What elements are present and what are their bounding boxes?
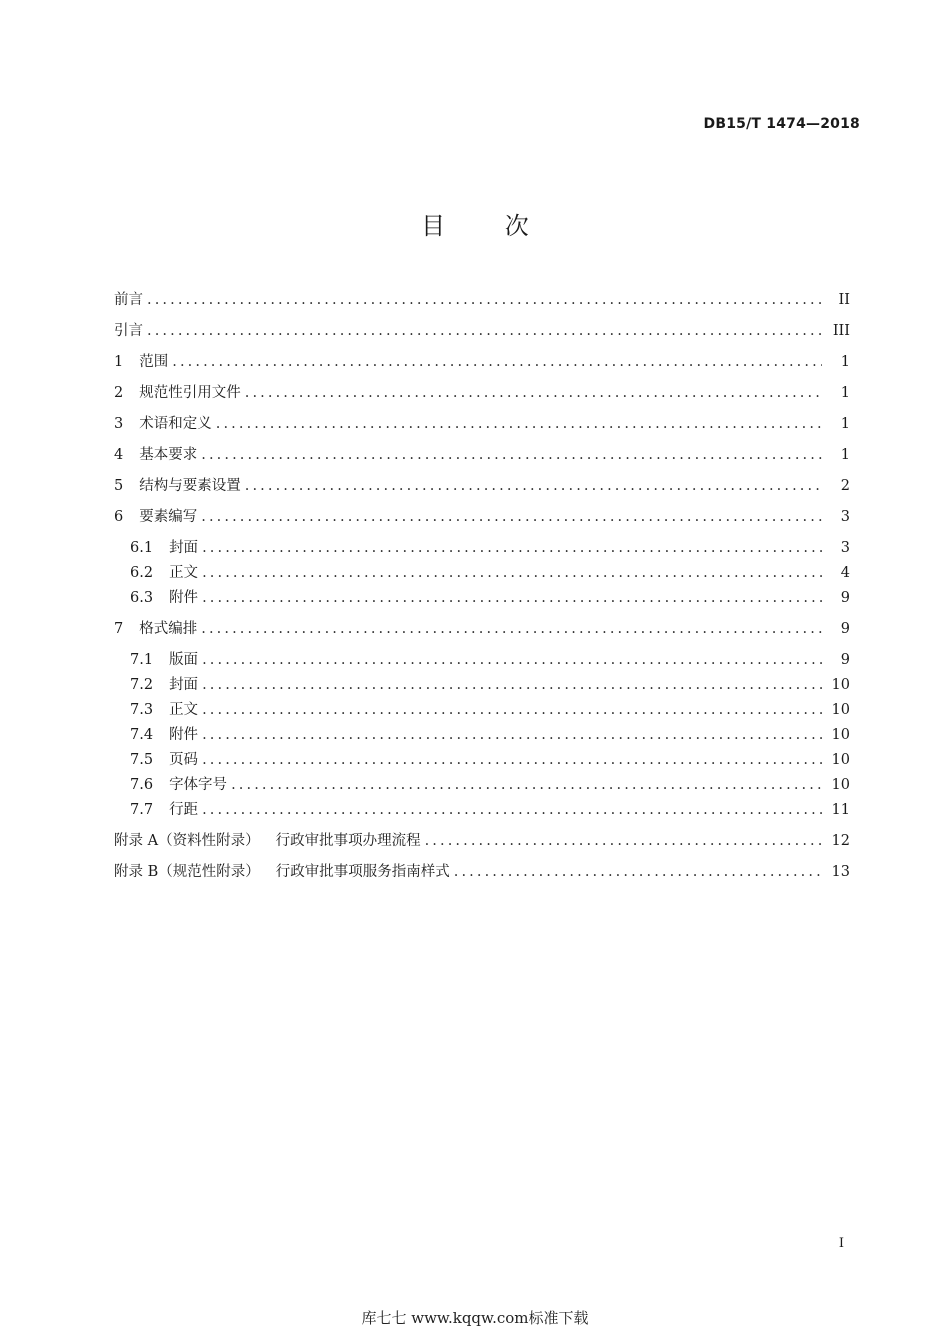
toc-entry[interactable] — [114, 381, 850, 403]
toc-leader-dots — [454, 864, 822, 880]
toc-entry-page: 1 — [840, 416, 850, 432]
toc-entry-label: 页码 — [169, 752, 199, 768]
toc-entry-label: 行政审批事项服务指南样式 — [275, 864, 450, 880]
toc-entry-number: 2 — [114, 385, 124, 401]
toc-leader-dots — [245, 385, 822, 401]
toc-entry-label: 规范性引用文件 — [139, 385, 241, 401]
toc-entry-number: 3 — [114, 416, 124, 432]
toc-entry-page: 10 — [831, 752, 850, 768]
toc-entry-page: 13 — [831, 864, 850, 880]
toc-entry-number: 7 — [114, 621, 124, 637]
toc-entry[interactable] — [114, 561, 850, 583]
toc-entry-page: 9 — [840, 621, 850, 637]
toc-entry-page: 3 — [840, 540, 850, 556]
toc-entry[interactable] — [114, 648, 850, 670]
toc-entry-label: 附件 — [169, 727, 199, 743]
toc-entry-page: 4 — [840, 565, 850, 581]
toc-entry-number: 7.2 — [130, 677, 154, 693]
toc-entry-label: 术语和定义 — [139, 416, 212, 432]
toc-entry-page: 1 — [840, 354, 850, 370]
toc-entry-page: 12 — [831, 833, 850, 849]
toc-entry[interactable] — [114, 474, 850, 496]
toc-leader-dots — [202, 752, 822, 768]
toc-entry-number: 7.7 — [130, 802, 154, 818]
toc-entry-label: 要素编写 — [139, 509, 198, 525]
toc-entry-label: 正文 — [169, 702, 199, 718]
toc-entry-page: 10 — [831, 727, 850, 743]
toc-entry[interactable] — [114, 860, 850, 882]
toc-entry-number: 6.2 — [130, 565, 154, 581]
toc-leader-dots — [202, 677, 822, 693]
toc-entry[interactable] — [114, 723, 850, 745]
toc-entry-number: 7.5 — [130, 752, 154, 768]
toc-entry[interactable] — [114, 536, 850, 558]
toc-entry-label: 结构与要素设置 — [139, 478, 241, 494]
toc-leader-dots — [202, 727, 822, 743]
toc-entry-label: 基本要求 — [139, 447, 198, 463]
toc-entry[interactable] — [114, 443, 850, 465]
toc-leader-dots — [201, 621, 822, 637]
toc-entry[interactable] — [114, 673, 850, 695]
toc-entry-number: 7.6 — [130, 777, 154, 793]
toc-entry-number: 7.3 — [130, 702, 154, 718]
toc-entry-page: 1 — [840, 385, 850, 401]
toc-entry-number: 附录 A（资料性附录） — [114, 833, 260, 849]
toc-leader-dots — [425, 833, 822, 849]
toc-leader-dots — [147, 323, 822, 339]
toc-entry[interactable] — [114, 586, 850, 608]
toc-entry-page: 3 — [840, 509, 850, 525]
toc-leader-dots — [231, 777, 822, 793]
toc-entry-label: 封面 — [169, 540, 199, 556]
toc-entry-page: 1 — [840, 447, 850, 463]
toc-leader-dots — [202, 702, 822, 718]
toc-entry-label: 版面 — [169, 652, 199, 668]
toc-entry[interactable] — [114, 798, 850, 820]
toc-entry[interactable] — [114, 748, 850, 770]
toc-entry[interactable] — [114, 319, 850, 341]
toc-leader-dots — [245, 478, 822, 494]
toc-entry[interactable] — [114, 698, 850, 720]
watermark-text: 库七七 www.kqqw.com标准下载 — [361, 1309, 589, 1327]
toc-leader-dots — [202, 590, 822, 606]
toc-entry[interactable] — [114, 773, 850, 795]
toc-leader-dots — [216, 416, 822, 432]
toc-entry-page: 9 — [840, 652, 850, 668]
toc-entry-label: 附件 — [169, 590, 199, 606]
toc-entry-label: 封面 — [169, 677, 199, 693]
toc-entry[interactable] — [114, 288, 850, 310]
toc-entry[interactable] — [114, 829, 850, 851]
toc-entry[interactable] — [114, 350, 850, 372]
toc-entry-number: 4 — [114, 447, 124, 463]
toc-leader-dots — [201, 509, 822, 525]
toc-entry-label: 引言 — [114, 323, 143, 339]
toc-entry-page: 10 — [831, 702, 850, 718]
toc-leader-dots — [172, 354, 822, 370]
toc-entry-number: 7.1 — [130, 652, 154, 668]
toc-entry-label: 正文 — [169, 565, 199, 581]
toc-entry-label: 字体字号 — [169, 777, 228, 793]
toc-entry-number: 5 — [114, 478, 124, 494]
toc-entry[interactable] — [114, 505, 850, 527]
toc-entry-label: 格式编排 — [139, 621, 198, 637]
toc-leader-dots — [201, 447, 822, 463]
toc-leader-dots — [202, 802, 822, 818]
toc-entry-page: II — [838, 292, 850, 308]
toc-entry-label: 范围 — [139, 354, 169, 370]
document-code: DB15/T 1474—2018 — [703, 116, 860, 132]
toc-entry[interactable] — [114, 617, 850, 639]
toc-entry-number: 7.4 — [130, 727, 154, 743]
toc-entry-page: III — [832, 323, 850, 339]
toc-entry-label: 行政审批事项办理流程 — [275, 833, 421, 849]
toc-entry-label: 行距 — [169, 802, 199, 818]
toc-entry-page: 9 — [840, 590, 850, 606]
toc-entry-number: 附录 B（规范性附录） — [114, 864, 260, 880]
toc-entry[interactable] — [114, 412, 850, 434]
toc-entry-page: 10 — [831, 677, 850, 693]
toc-entry-page: 11 — [831, 802, 850, 818]
toc-entry-number: 6.3 — [130, 590, 154, 606]
page-number: I — [838, 1236, 844, 1251]
toc-leader-dots — [147, 292, 822, 308]
toc-leader-dots — [202, 540, 822, 556]
toc-leader-dots — [202, 652, 822, 668]
toc-entry-label: 前言 — [114, 292, 143, 308]
toc-entry-number: 6.1 — [130, 540, 154, 556]
toc-entry-number: 6 — [114, 509, 124, 525]
toc-entry-number: 1 — [114, 354, 124, 370]
toc-leader-dots — [202, 565, 822, 581]
toc-entry-page: 10 — [831, 777, 850, 793]
page-title: 目 次 — [421, 212, 555, 240]
toc-entry-page: 2 — [840, 478, 850, 494]
